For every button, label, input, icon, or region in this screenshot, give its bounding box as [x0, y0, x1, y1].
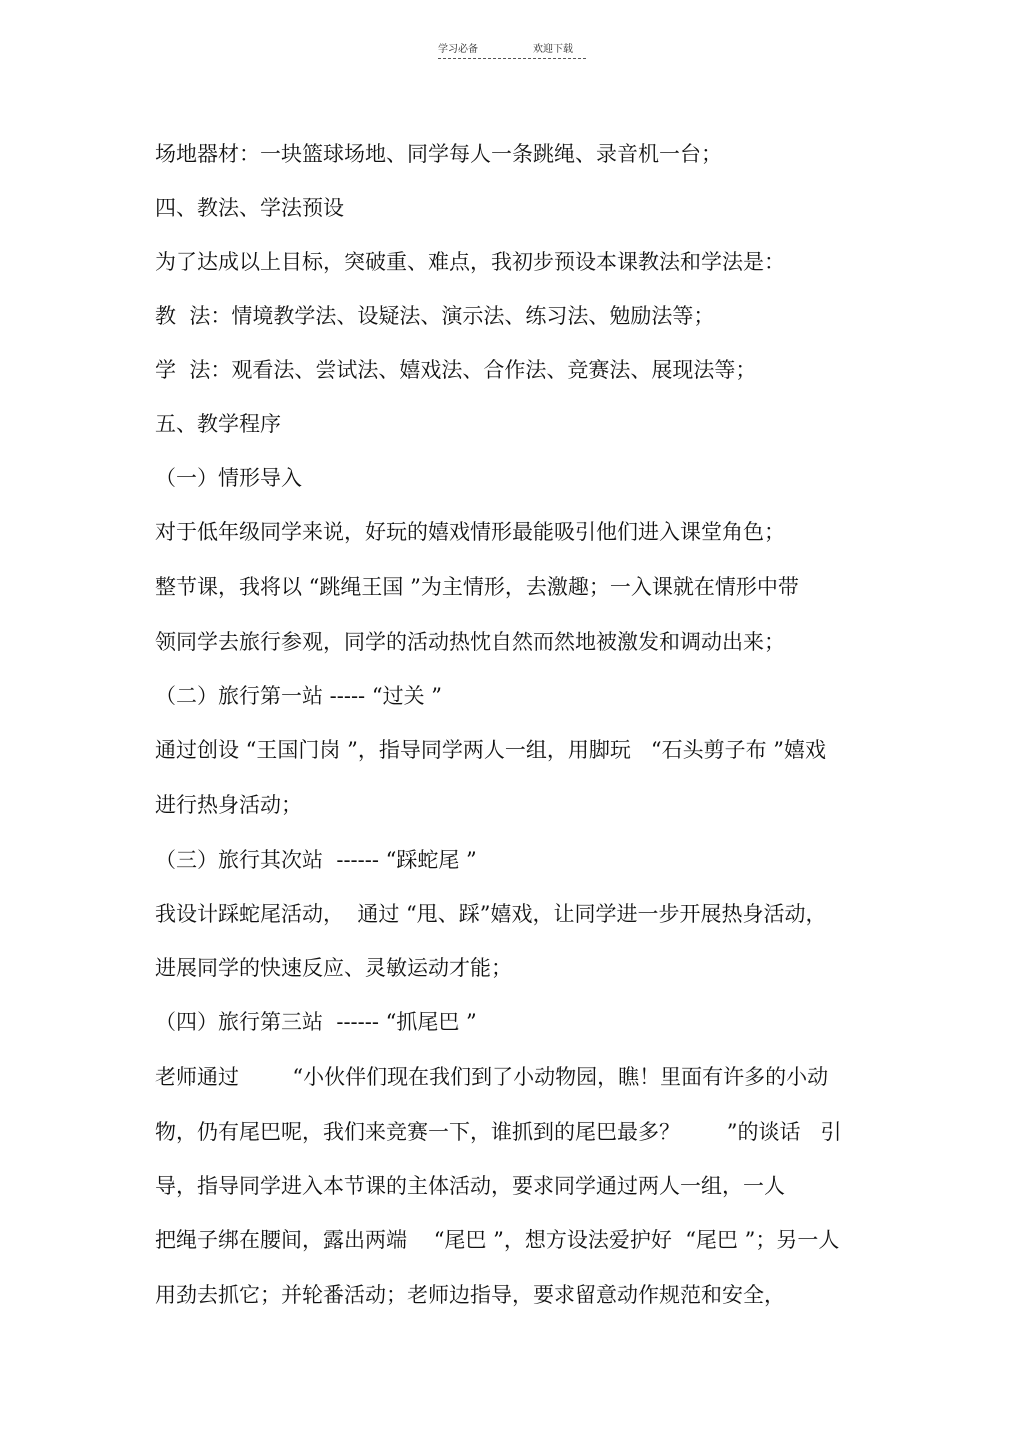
- text-line: 进行热身活动；: [155, 793, 302, 817]
- text-line: 为了达成以上目标，突破重、难点，我初步预设本课教法和学法是：: [155, 250, 785, 274]
- header-divider: [438, 58, 586, 59]
- text-line: 学 法：观看法、尝试法、嬉戏法、合作法、竞赛法、展现法等；: [155, 358, 757, 382]
- text-line: 把绳子绑在腰间，露出两端 “尾巴 ”，想方设法爱护好 “尾巴 ”；另一人: [155, 1228, 840, 1252]
- subsection-heading: （一）情形导入: [155, 466, 302, 490]
- header-left-text: 学习必备: [438, 44, 478, 55]
- text-line: 对于低年级同学来说，好玩的嬉戏情形最能吸引他们进入课堂角色；: [155, 520, 785, 544]
- text-line: 场地器材：一块篮球场地、同学每人一条跳绳、录音机一台；: [155, 142, 722, 166]
- text-line: 用劲去抓它；并轮番活动；老师边指导，要求留意动作规范和安全，: [155, 1283, 785, 1307]
- text-line: 进展同学的快速反应、灵敏运动才能；: [155, 956, 512, 980]
- text-line: 我设计踩蛇尾活动， 通过 “甩、踩”嬉戏，让同学进一步开展热身活动，: [155, 902, 827, 926]
- text-line: 物，仍有尾巴呢，我们来竞赛一下，谁抓到的尾巴最多？ ”的谈话 引: [155, 1120, 842, 1144]
- text-line: 教 法：情境教学法、设疑法、演示法、练习法、勉励法等；: [155, 304, 715, 328]
- header-right-text: 欢迎下载: [533, 44, 573, 55]
- subsection-heading: （四）旅行第三站 ------ “抓尾巴 ”: [155, 1010, 477, 1034]
- text-line: 导，指导同学进入本节课的主体活动，要求同学通过两人一组，一人: [155, 1174, 785, 1198]
- subsection-heading: （二）旅行第一站 ----- “过关 ”: [155, 684, 442, 708]
- text-line: 老师通过 “小伙伴们现在我们到了小动物园，瞧！里面有许多的小动: [155, 1065, 829, 1089]
- text-line: 通过创设 “王国门岗 ”，指导同学两人一组，用脚玩 “石头剪子布 ”嬉戏: [155, 738, 826, 762]
- text-line: 领同学去旅行参观，同学的活动热忱自然而然地被激发和调动出来；: [155, 630, 785, 654]
- section-heading: 五、教学程序: [155, 412, 281, 436]
- section-heading: 四、教法、学法预设: [155, 196, 344, 220]
- text-line: 整节课，我将以 “跳绳王国 ”为主情形，去激趣；一入课就在情形中带: [155, 575, 799, 599]
- subsection-heading: （三）旅行其次站 ------ “踩蛇尾 ”: [155, 848, 477, 872]
